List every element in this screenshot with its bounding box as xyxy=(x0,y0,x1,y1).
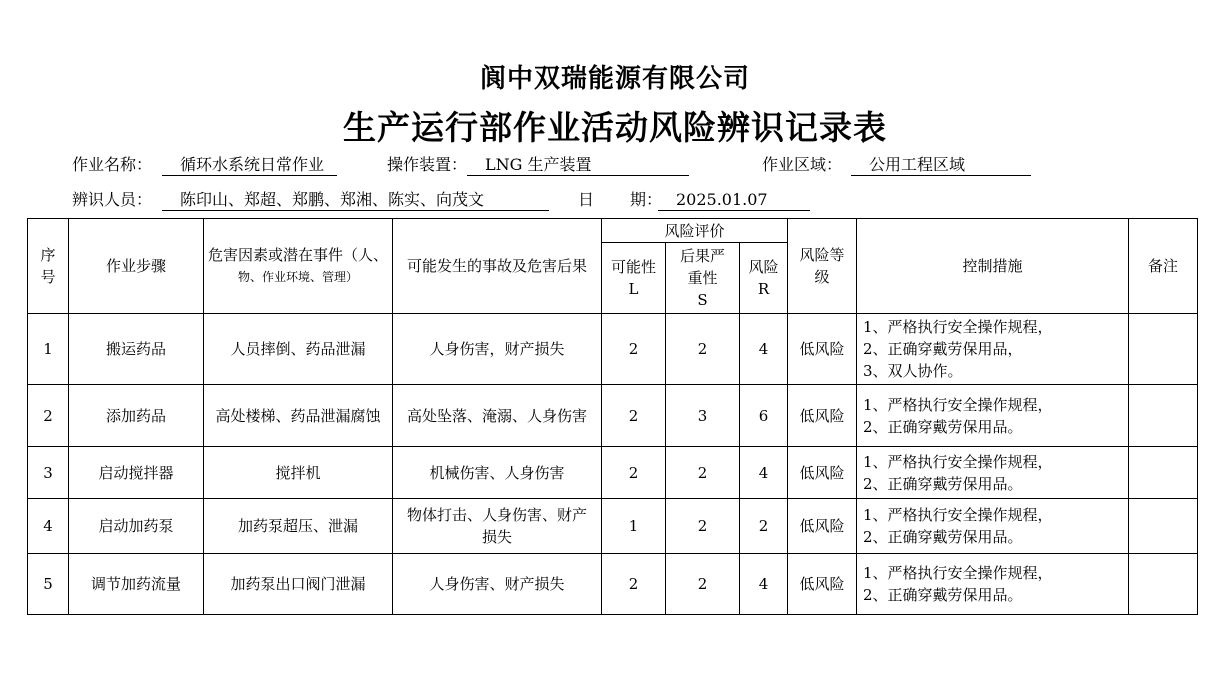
cell-likelihood: 2 xyxy=(602,385,666,447)
measure-line: 2、正确穿戴劳保用品。 xyxy=(863,528,1023,546)
measure-line: 1、严格执行安全操作规程， xyxy=(863,452,1053,471)
header-severity-line2: 重性 xyxy=(687,269,718,287)
cell-level: 低风险 xyxy=(788,447,857,499)
table-row xyxy=(28,447,1198,499)
risk-table xyxy=(27,218,1198,615)
measure-line: 1、严格执行安全操作规程， xyxy=(863,564,1053,582)
cell-risk: 4 xyxy=(740,314,788,385)
header-level-line1: 风险等 xyxy=(799,246,845,264)
measure-line: 1、严格执行安全操作规程， xyxy=(863,395,1053,414)
cell-step: 添加药品 xyxy=(69,385,204,447)
header-risk-line2: R xyxy=(757,280,770,298)
cell-consequence: 人身伤害、财产损失 xyxy=(393,554,602,615)
measure-line: 2、正确穿戴劳保用品。 xyxy=(863,474,1023,493)
cell-risk: 4 xyxy=(740,447,788,499)
consequence-line: 物体打击、人身伤害、财产 xyxy=(406,506,587,524)
header-seq xyxy=(28,219,69,314)
cell-hazard: 加药泵出口阀门泄漏 xyxy=(204,554,393,615)
header-hazard-sub: 物、作业环境、管理） xyxy=(237,270,358,284)
date-value: 2025.01.07 xyxy=(658,190,810,211)
header-risk-line1: 风险 xyxy=(748,258,779,276)
cell-severity: 3 xyxy=(666,385,740,447)
header-hazard-main: 危害因素或潜在事件（人、 xyxy=(207,246,388,264)
cell-likelihood: 2 xyxy=(602,447,666,499)
consequence-line: 损失 xyxy=(481,528,512,546)
measure-line: 2、正确穿戴劳保用品。 xyxy=(863,586,1023,604)
cell-severity: 2 xyxy=(666,314,740,385)
job-name-value: 循环水系统日常作业 xyxy=(162,155,337,176)
cell-risk: 6 xyxy=(740,385,788,447)
cell-severity: 2 xyxy=(666,554,740,615)
device-label: 操作装置： xyxy=(387,155,468,174)
identifiers-value: 陈印山、郑超、郑鹏、郑湘、陈实、向茂文 xyxy=(162,190,549,211)
cell-level: 低风险 xyxy=(788,554,857,615)
cell-step: 调节加药流量 xyxy=(69,554,204,615)
cell-no: 4 xyxy=(28,499,69,554)
cell-likelihood: 2 xyxy=(602,314,666,385)
cell-measures xyxy=(857,314,1129,385)
device-value: LNG 生产装置 xyxy=(467,155,689,176)
job-name-label: 作业名称： xyxy=(72,155,153,174)
header-risk xyxy=(740,243,788,314)
header-measures: 控制措施 xyxy=(857,219,1129,314)
cell-consequence: 高处坠落、淹溺、人身伤害 xyxy=(393,385,602,447)
cell-risk: 4 xyxy=(740,554,788,615)
header-step: 作业步骤 xyxy=(69,219,204,314)
cell-measures xyxy=(857,554,1129,615)
header-consequence: 可能发生的事故及危害后果 xyxy=(393,219,602,314)
measure-line: 2、正确穿戴劳保用品， xyxy=(863,340,1023,358)
header-severity-line1: 后果严 xyxy=(679,247,725,265)
cell-no: 3 xyxy=(28,447,69,499)
area-value: 公用工程区域 xyxy=(851,155,1031,176)
cell-hazard: 高处楼梯、药品泄漏腐蚀 xyxy=(204,385,393,447)
cell-measures xyxy=(857,499,1129,554)
cell-step: 启动搅拌器 xyxy=(69,447,204,499)
cell-level: 低风险 xyxy=(788,314,857,385)
cell-level: 低风险 xyxy=(788,385,857,447)
date-label-first: 日 xyxy=(578,190,595,209)
cell-severity: 2 xyxy=(666,499,740,554)
cell-step: 搬运药品 xyxy=(69,314,204,385)
cell-consequence: 机械伤害、人身伤害 xyxy=(393,447,602,499)
table-row xyxy=(28,385,1198,447)
table-row xyxy=(28,499,1198,554)
header-hazard xyxy=(204,219,393,314)
cell-likelihood: 2 xyxy=(602,554,666,615)
measure-line: 2、正确穿戴劳保用品。 xyxy=(863,417,1023,436)
cell-level: 低风险 xyxy=(788,499,857,554)
measure-line: 1、严格执行安全操作规程， xyxy=(863,506,1053,524)
cell-no: 1 xyxy=(28,314,69,385)
cell-measures xyxy=(857,447,1129,499)
header-level xyxy=(788,219,857,314)
header-likelihood-line1: 可能性 xyxy=(610,258,656,276)
cell-remark xyxy=(1129,385,1198,447)
header-severity xyxy=(666,243,740,314)
measure-line: 3、双人协作。 xyxy=(863,362,963,380)
header-seq-line1: 序 xyxy=(40,246,56,264)
header-remark: 备注 xyxy=(1129,219,1198,314)
cell-hazard: 人员摔倒、药品泄漏 xyxy=(204,314,393,385)
cell-likelihood: 1 xyxy=(602,499,666,554)
cell-hazard: 搅拌机 xyxy=(204,447,393,499)
cell-step: 启动加药泵 xyxy=(69,499,204,554)
cell-consequence xyxy=(393,499,602,554)
cell-remark xyxy=(1129,554,1198,615)
cell-hazard: 加药泵超压、泄漏 xyxy=(204,499,393,554)
header-level-line2: 级 xyxy=(814,268,830,286)
cell-measures xyxy=(857,385,1129,447)
identifier-label: 辨识人员： xyxy=(72,190,153,209)
cell-remark xyxy=(1129,314,1198,385)
cell-consequence: 人身伤害，财产损失 xyxy=(393,314,602,385)
cell-remark xyxy=(1129,447,1198,499)
header-eval-group: 风险评价 xyxy=(602,219,788,243)
header-severity-line3: S xyxy=(697,291,708,309)
company-name: 阆中双瑞能源有限公司 xyxy=(479,64,750,94)
date-label-second: 期： xyxy=(630,190,663,209)
header-seq-line2: 号 xyxy=(40,268,56,286)
cell-remark xyxy=(1129,499,1198,554)
cell-risk: 2 xyxy=(740,499,788,554)
area-label: 作业区域： xyxy=(762,155,843,174)
measure-line: 1、严格执行安全操作规程， xyxy=(863,318,1053,336)
header-likelihood xyxy=(602,243,666,314)
header-likelihood-line2: L xyxy=(628,280,639,298)
form-title: 生产运行部作业活动风险辨识记录表 xyxy=(343,108,887,147)
cell-no: 5 xyxy=(28,554,69,615)
table-row xyxy=(28,554,1198,615)
cell-no: 2 xyxy=(28,385,69,447)
cell-severity: 2 xyxy=(666,447,740,499)
table-row xyxy=(28,314,1198,385)
